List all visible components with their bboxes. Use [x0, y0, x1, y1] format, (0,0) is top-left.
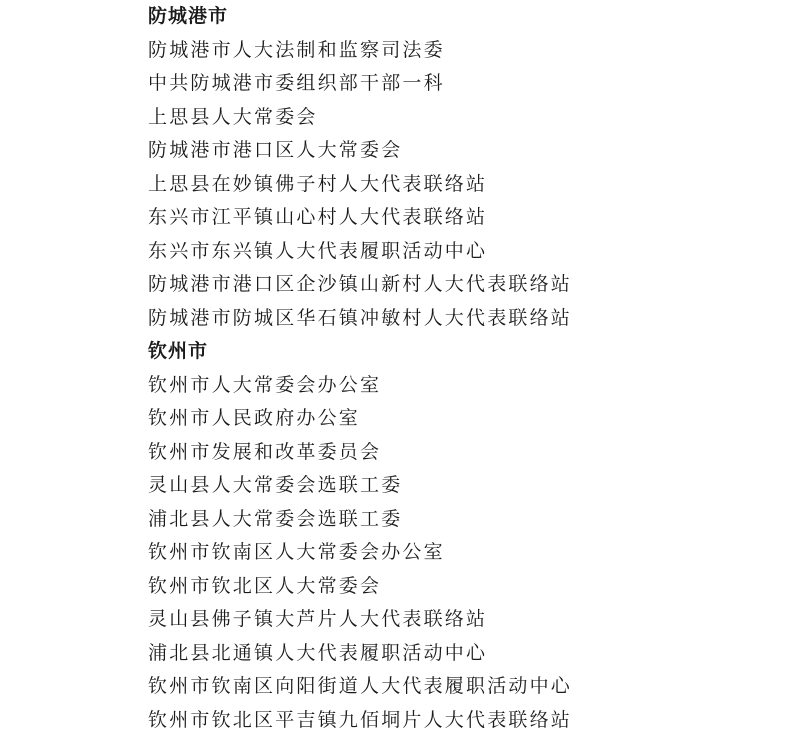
document-body: [148, 0, 768, 737]
list-item: 上思县在妙镇佛子村人大代表联络站: [148, 168, 768, 202]
list-item: 钦州市人民政府办公室: [148, 402, 768, 436]
list-item: 东兴市东兴镇人大代表履职活动中心: [148, 235, 768, 269]
list-item: 防城港市港口区企沙镇山新村人大代表联络站: [148, 268, 768, 302]
list-item: 防城港市防城区华石镇冲敏村人大代表联络站: [148, 302, 768, 336]
list-item: 钦州市钦南区向阳街道人大代表履职活动中心: [148, 670, 768, 704]
entry-list: [148, 34, 768, 336]
list-item: 钦州市钦南区人大常委会办公室: [148, 536, 768, 570]
list-item: 防城港市港口区人大常委会: [148, 134, 768, 168]
list-item: 防城港市人大法制和监察司法委: [148, 34, 768, 68]
entry-list: [148, 369, 768, 737]
list-item: 灵山县佛子镇大芦片人大代表联络站: [148, 603, 768, 637]
section-heading: 防城港市: [148, 0, 768, 34]
list-item: 钦州市钦北区平吉镇九佰垌片人大代表联络站: [148, 704, 768, 737]
list-item: 钦州市钦北区人大常委会: [148, 570, 768, 604]
list-item: 浦北县北通镇人大代表履职活动中心: [148, 637, 768, 671]
list-item: 灵山县人大常委会选联工委: [148, 469, 768, 503]
list-item: 钦州市人大常委会办公室: [148, 369, 768, 403]
list-item: 中共防城港市委组织部干部一科: [148, 67, 768, 101]
list-item: 浦北县人大常委会选联工委: [148, 503, 768, 537]
list-item: 东兴市江平镇山心村人大代表联络站: [148, 201, 768, 235]
section-heading: 钦州市: [148, 335, 768, 369]
section-fangchenggang: [148, 0, 768, 335]
list-item: 上思县人大常委会: [148, 101, 768, 135]
list-item: 钦州市发展和改革委员会: [148, 436, 768, 470]
section-qinzhou: [148, 335, 768, 737]
